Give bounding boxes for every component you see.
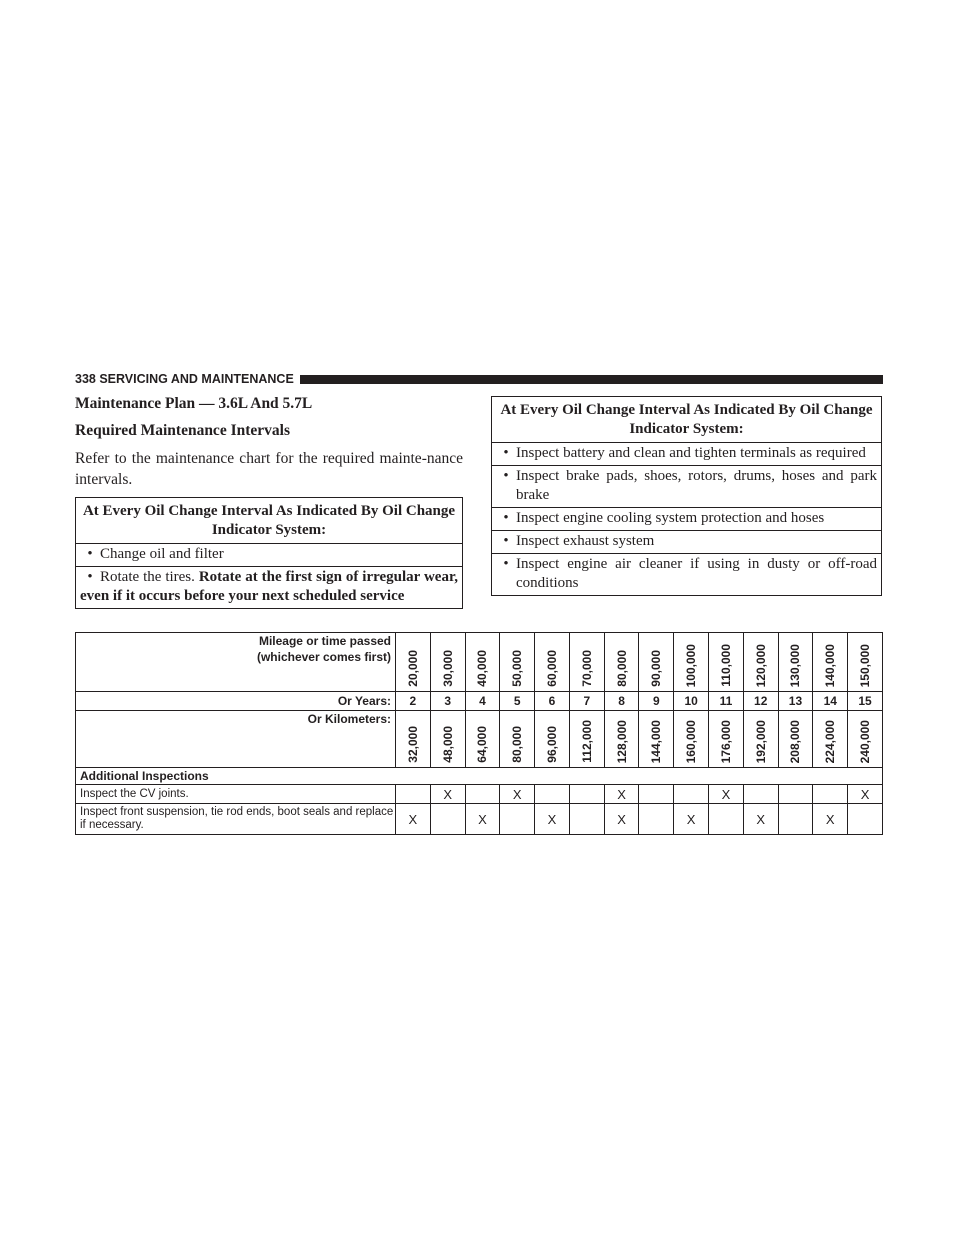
- years-cell: 7: [569, 692, 604, 711]
- mileage-cell-value: 40,000: [475, 650, 490, 687]
- page-header-label: 338 SERVICING AND MAINTENANCE: [75, 371, 300, 387]
- inspection-mark: [674, 785, 709, 804]
- kilometers-cell-value: 176,000: [718, 719, 733, 763]
- mileage-cell-value: 70,000: [579, 650, 594, 687]
- inspection-mark: [778, 785, 813, 804]
- inspection-mark: [743, 785, 778, 804]
- kilometers-cell-value: 96,000: [545, 726, 560, 763]
- inspection-label: Inspect front suspension, tie rod ends, boot seals and replace if necessary.: [76, 804, 396, 835]
- mileage-cell: [743, 633, 778, 692]
- box-item: [492, 508, 881, 531]
- inspection-mark: [813, 785, 848, 804]
- years-cell: 10: [674, 692, 709, 711]
- mileage-cell: [465, 633, 500, 692]
- mileage-cell-value: 20,000: [405, 650, 420, 687]
- kilometers-cell-value: 224,000: [823, 719, 838, 763]
- years-cell: 9: [639, 692, 674, 711]
- mileage-cell: [500, 633, 535, 692]
- mileage-cell-value: 50,000: [510, 650, 525, 687]
- kilometers-row: [76, 711, 883, 768]
- kilometers-cell: [639, 711, 674, 768]
- years-label: [76, 692, 396, 711]
- box-item-text: Change oil and filter: [100, 546, 224, 562]
- kilometers-cell: [396, 711, 431, 768]
- kilometers-cell: [848, 711, 883, 768]
- kilometers-cell-value: 240,000: [858, 719, 873, 763]
- kilometers-cell: [813, 711, 848, 768]
- oil-change-box-right: [491, 396, 882, 596]
- inspection-row: [76, 804, 883, 835]
- kilometers-cell: [569, 711, 604, 768]
- kilometers-cell: [778, 711, 813, 768]
- mileage-cell-value: 80,000: [614, 650, 629, 687]
- inspection-mark: X: [813, 804, 848, 835]
- years-cell: 3: [430, 692, 465, 711]
- mileage-cell: [709, 633, 744, 692]
- bullet-icon: •: [503, 445, 509, 461]
- inspection-mark: [500, 804, 535, 835]
- box-item-text: Inspect engine cooling system protection and hoses: [516, 510, 825, 526]
- inspection-mark: X: [396, 804, 431, 835]
- inspection-mark: X: [465, 804, 500, 835]
- years-cell: 11: [709, 692, 744, 711]
- page-header: [75, 371, 883, 387]
- inspection-mark: X: [604, 804, 639, 835]
- bullet-icon: •: [87, 546, 93, 562]
- mileage-cell: [778, 633, 813, 692]
- inspection-row: [76, 785, 883, 804]
- kilometers-cell: [604, 711, 639, 768]
- box-item-text: Inspect exhaust system: [516, 533, 655, 549]
- kilometers-label-text: Or Kilometers:: [307, 712, 391, 726]
- years-cell: 15: [848, 692, 883, 711]
- box-item-text: Inspect battery and clean and tighten terminals as required: [516, 445, 866, 461]
- mileage-row: [76, 633, 883, 692]
- section-title: Maintenance Plan — 3.6L And 5.7L: [75, 395, 313, 412]
- inspection-mark: [848, 804, 883, 835]
- kilometers-cell-value: 32,000: [405, 726, 420, 763]
- mileage-cell: [604, 633, 639, 692]
- inspection-label: Inspect the CV joints.: [76, 785, 396, 804]
- kilometers-cell: [709, 711, 744, 768]
- additional-inspections-row: [76, 768, 883, 785]
- years-cell: 5: [500, 692, 535, 711]
- inspection-mark: [639, 804, 674, 835]
- box-title: At Every Oil Change Interval As Indicated By Oil Change Indicator System:: [492, 397, 881, 443]
- inspection-mark: [569, 785, 604, 804]
- mileage-cell: [430, 633, 465, 692]
- years-cell: 8: [604, 692, 639, 711]
- years-cell: 14: [813, 692, 848, 711]
- box-item: [76, 544, 462, 567]
- mileage-cell: [396, 633, 431, 692]
- mileage-cell-value: 130,000: [788, 643, 803, 687]
- inspection-mark: X: [848, 785, 883, 804]
- years-row: [76, 692, 883, 711]
- inspection-mark: X: [535, 804, 570, 835]
- inspection-mark: [430, 804, 465, 835]
- bullet-icon: •: [87, 569, 93, 585]
- box-item: [492, 531, 881, 554]
- mileage-cell-value: 60,000: [545, 650, 560, 687]
- mileage-cell: [813, 633, 848, 692]
- box-item-text: Inspect engine air cleaner if using in dusty or off-road conditions: [516, 556, 877, 591]
- mileage-cell-value: 150,000: [858, 643, 873, 687]
- kilometers-cell: [465, 711, 500, 768]
- inspection-mark: [396, 785, 431, 804]
- kilometers-cell-value: 112,000: [579, 720, 594, 763]
- mileage-cell-value: 120,000: [753, 643, 768, 687]
- additional-inspections-label: Additional Inspections: [76, 768, 883, 785]
- kilometers-cell-value: 48,000: [440, 726, 455, 763]
- kilometers-cell: [743, 711, 778, 768]
- inspection-mark: X: [430, 785, 465, 804]
- mileage-cell: [639, 633, 674, 692]
- box-item-text: Rotate the tires.: [100, 569, 199, 585]
- intro-paragraph: Refer to the maintenance chart for the required mainte-nance intervals.: [75, 450, 463, 488]
- years-cell: 6: [535, 692, 570, 711]
- kilometers-cell-value: 80,000: [510, 726, 525, 763]
- mileage-cell-value: 140,000: [823, 643, 838, 687]
- years-cell: 2: [396, 692, 431, 711]
- years-cell: 4: [465, 692, 500, 711]
- years-label-text: Or Years:: [337, 694, 391, 708]
- kilometers-cell: [535, 711, 570, 768]
- mileage-label-text: Mileage or time passed: [258, 634, 391, 648]
- box-item: [492, 443, 881, 466]
- kilometers-cell: [430, 711, 465, 768]
- inspection-mark: X: [709, 785, 744, 804]
- mileage-cell: [848, 633, 883, 692]
- box-item: [76, 567, 462, 608]
- kilometers-label: [76, 711, 396, 768]
- inspection-mark: X: [674, 804, 709, 835]
- inspection-mark: [535, 785, 570, 804]
- bullet-icon: •: [503, 556, 509, 572]
- inspection-mark: X: [743, 804, 778, 835]
- oil-change-box-left: [75, 497, 463, 609]
- box-item-text: Inspect brake pads, shoes, rotors, drums, hoses and park brake: [516, 468, 877, 503]
- kilometers-cell: [674, 711, 709, 768]
- mileage-label-subtext: (whichever comes first): [256, 650, 391, 664]
- mileage-cell-value: 110,000: [718, 644, 733, 687]
- kilometers-cell-value: 160,000: [684, 719, 699, 763]
- kilometers-cell-value: 208,000: [788, 719, 803, 763]
- bullet-icon: •: [503, 533, 509, 549]
- box-title: At Every Oil Change Interval As Indicated By Oil Change Indicator System:: [76, 498, 462, 544]
- inspection-mark: X: [604, 785, 639, 804]
- kilometers-cell-value: 144,000: [649, 719, 664, 763]
- kilometers-cell-value: 64,000: [475, 726, 490, 763]
- years-cell: 12: [743, 692, 778, 711]
- inspection-mark: [465, 785, 500, 804]
- section-subtitle: Required Maintenance Intervals: [75, 422, 290, 439]
- box-item-emphasis: Rotate at the first sign of irregular wear, even if it occurs before your next scheduled service: [80, 569, 458, 604]
- maintenance-schedule-table: [75, 632, 883, 835]
- bullet-icon: •: [503, 510, 509, 526]
- mileage-label: [76, 633, 396, 692]
- years-cell: 13: [778, 692, 813, 711]
- box-item: [492, 554, 881, 595]
- box-item: [492, 466, 881, 508]
- inspection-mark: [709, 804, 744, 835]
- inspection-mark: [639, 785, 674, 804]
- bullet-icon: •: [503, 468, 509, 484]
- mileage-cell: [569, 633, 604, 692]
- inspection-mark: X: [500, 785, 535, 804]
- inspection-mark: [778, 804, 813, 835]
- mileage-cell-value: 100,000: [684, 643, 699, 687]
- mileage-cell-value: 30,000: [440, 650, 455, 687]
- kilometers-cell-value: 192,000: [753, 719, 768, 763]
- kilometers-cell: [500, 711, 535, 768]
- inspection-mark: [569, 804, 604, 835]
- mileage-cell: [674, 633, 709, 692]
- kilometers-cell-value: 128,000: [614, 719, 629, 763]
- mileage-cell: [535, 633, 570, 692]
- mileage-cell-value: 90,000: [649, 650, 664, 687]
